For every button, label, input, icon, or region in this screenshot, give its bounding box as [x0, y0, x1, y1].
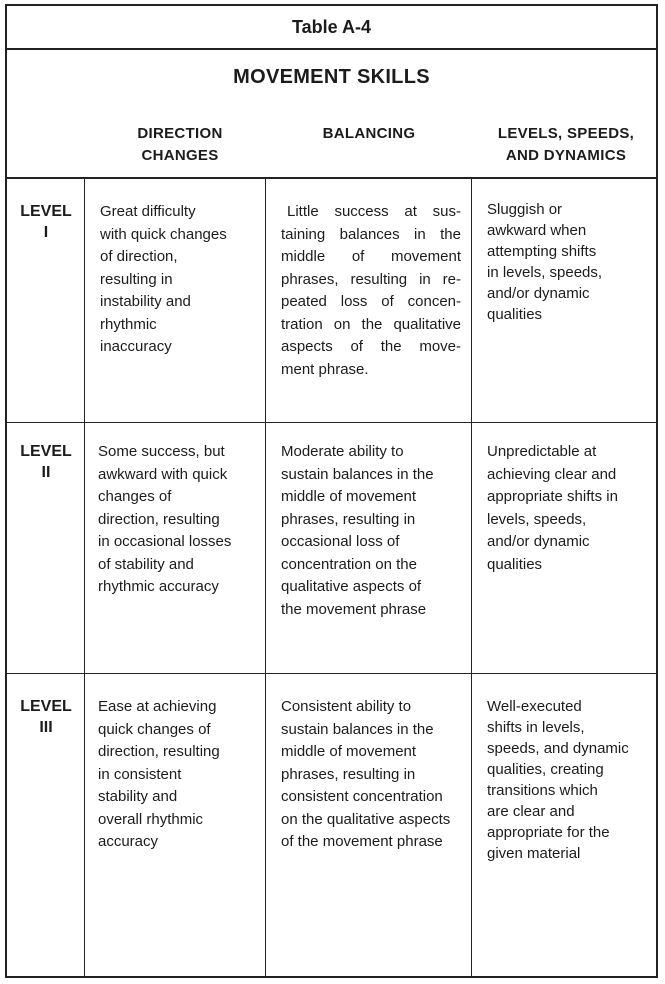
column-divider	[265, 179, 266, 976]
level-number: I	[43, 224, 49, 241]
cell-level2-levels-speeds-dynamics	[487, 441, 618, 576]
cell-line: phrases, resulting in re-	[281, 270, 461, 288]
cell-line: on the qualitative aspects	[281, 810, 451, 828]
cell-line: Unpredictable at	[487, 443, 597, 460]
cell-level2-direction-changes	[98, 441, 231, 599]
cell-line: the movement phrase	[281, 600, 427, 618]
row-divider	[7, 422, 656, 423]
cell-line: transitions which	[487, 782, 598, 799]
cell-line: appropriate shifts in	[487, 488, 618, 505]
cell-line: middle of movement	[281, 488, 417, 505]
level-label-2	[7, 441, 85, 483]
cell-line: qualities, creating	[487, 761, 604, 778]
cell-line: aspects of the move-	[281, 338, 461, 355]
table-body	[7, 179, 656, 976]
cell-level3-levels-speeds-dynamics	[487, 696, 629, 864]
cell-line: instability and	[100, 293, 191, 310]
level-label-1	[7, 201, 85, 243]
level-word: LEVEL	[20, 203, 72, 220]
cell-line: sustain balances in the	[281, 720, 434, 738]
cell-line: quick changes of	[98, 720, 211, 738]
table-caption: Table A-4	[7, 6, 656, 50]
cell-line: direction, resulting	[98, 510, 220, 528]
cell-line: phrases, resulting in	[281, 765, 416, 783]
level-number: III	[39, 719, 53, 736]
cell-line: inaccuracy	[100, 338, 172, 355]
column-divider	[471, 179, 472, 976]
column-header-direction-changes	[95, 123, 265, 167]
cell-line: accuracy	[98, 833, 159, 850]
cell-line: Little success at sus-	[287, 203, 461, 220]
column-divider	[84, 179, 85, 976]
cell-line: Ease at achieving	[98, 698, 217, 715]
cell-line: are clear and	[487, 803, 575, 820]
cell-line: in levels, speeds,	[487, 264, 603, 281]
cell-line: appropriate for the	[487, 824, 610, 841]
level-word: LEVEL	[20, 443, 72, 460]
cell-line: sustain balances in the	[281, 465, 434, 483]
cell-line: ment phrase.	[281, 360, 369, 378]
cell-line: qualitative aspects of	[281, 578, 422, 595]
cell-line: stability and	[98, 788, 178, 805]
column-header-line: BALANCING	[322, 125, 416, 142]
cell-line: overall rhythmic	[98, 810, 204, 828]
cell-line: of stability and	[98, 555, 194, 573]
column-header-line: LEVELS, SPEEDS,	[497, 125, 635, 142]
cell-line: concentration on the	[281, 555, 417, 573]
cell-line: Consistent ability to	[281, 698, 412, 715]
cell-line: phrases, resulting in	[281, 510, 416, 528]
cell-line: of direction,	[100, 248, 178, 265]
cell-line: resulting in	[100, 270, 173, 288]
cell-line: peated loss of concen-	[281, 293, 461, 310]
cell-line: attempting shifts	[487, 243, 597, 260]
cell-level1-balancing	[281, 201, 461, 381]
cell-line: and/or dynamic	[487, 285, 590, 302]
cell-line: changes of	[98, 488, 172, 505]
cell-level3-direction-changes	[98, 696, 220, 854]
cell-line: direction, resulting	[98, 743, 220, 760]
cell-line: taining balances in the	[281, 225, 461, 243]
cell-line: Moderate ability to	[281, 443, 404, 460]
cell-line: rhythmic accuracy	[98, 578, 219, 595]
cell-line: Well-executed	[487, 698, 582, 715]
cell-line: awkward with quick	[98, 465, 228, 483]
cell-line: Great difficulty	[100, 203, 196, 220]
level-number: II	[41, 464, 51, 481]
cell-level2-balancing	[281, 441, 434, 621]
cell-line: achieving clear and	[487, 465, 617, 483]
cell-line: given material	[487, 845, 581, 862]
cell-line: occasional loss of	[281, 533, 400, 550]
cell-line: tration on the qualitative	[281, 315, 461, 333]
cell-line: speeds, and dynamic	[487, 740, 629, 757]
cell-line: consistent concentration	[281, 788, 443, 805]
column-header-line: AND DYNAMICS	[505, 147, 627, 164]
cell-line: in occasional losses	[98, 533, 232, 550]
cell-line: rhythmic	[100, 315, 157, 333]
cell-line: awkward when	[487, 222, 587, 239]
column-header-line: DIRECTION	[137, 125, 223, 142]
column-header-line: CHANGES	[141, 147, 219, 164]
cell-line: and/or dynamic	[487, 533, 590, 550]
cell-line: of the movement phrase	[281, 833, 443, 850]
cell-line: with quick changes	[100, 225, 227, 243]
cell-level1-direction-changes	[100, 201, 227, 359]
cell-line: Some success, but	[98, 443, 225, 460]
cell-line: levels, speeds,	[487, 510, 587, 528]
row-divider	[7, 673, 656, 674]
cell-level1-levels-speeds-dynamics	[487, 199, 602, 325]
cell-line: qualities	[487, 306, 543, 323]
table-title: MOVEMENT SKILLS	[233, 66, 430, 88]
column-header-balancing	[269, 123, 469, 145]
cell-level3-balancing	[281, 696, 450, 854]
table-frame	[5, 4, 658, 978]
cell-line: shifts in levels,	[487, 719, 585, 736]
column-header-levels-speeds-dynamics	[473, 123, 659, 167]
cell-line: middle of movement	[281, 248, 461, 265]
cell-line: middle of movement	[281, 743, 417, 760]
cell-line: in consistent	[98, 765, 182, 783]
cell-line: Sluggish or	[487, 201, 563, 218]
level-word: LEVEL	[20, 698, 72, 715]
level-label-3	[7, 696, 85, 738]
cell-line: qualities	[487, 555, 543, 573]
